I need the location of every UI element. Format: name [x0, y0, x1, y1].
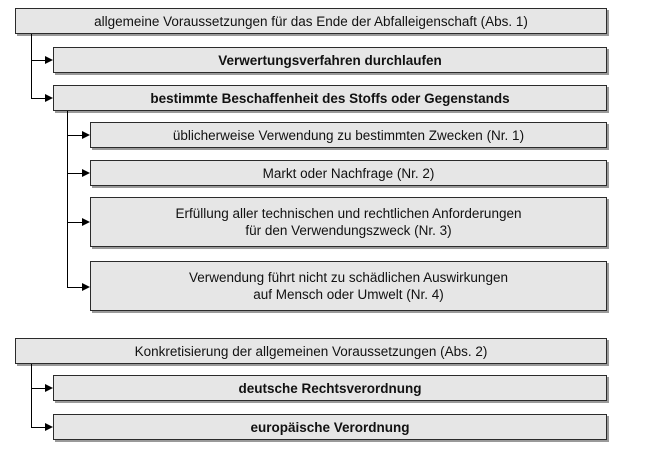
- subitem-connector-4: [67, 287, 82, 288]
- subitem-arrow-4: [82, 283, 90, 291]
- section2-item-label: europäische Verordnung: [250, 419, 410, 435]
- subitem-arrow-2: [82, 169, 90, 177]
- section2-header-text: Konkretisierung der allgemeinen Voraussetzungen (Abs. 2): [134, 343, 488, 359]
- section2-connector-branch-1: [31, 388, 45, 389]
- section1-item-label: Verwertungsverfahren durchlaufen: [218, 52, 442, 68]
- section2-arrow-2: [45, 423, 53, 431]
- section1-header-box: [15, 8, 607, 34]
- subitem-arrow-1: [82, 131, 90, 139]
- section2-item-rechtsverordnung: [53, 375, 607, 401]
- subitem-arrow-3: [82, 218, 90, 226]
- subitem-nr1-text: üblicherweise Verwendung zu bestimmten Zwecken (Nr. 1): [172, 127, 525, 143]
- section1-arrow-1: [45, 56, 53, 64]
- subitem-nr4-line2: auf Mensch oder Umwelt (Nr. 4): [253, 287, 444, 302]
- section2-arrow-1: [45, 384, 53, 392]
- section1-header-text: allgemeine Voraussetzungen für das Ende der Abfalleigenschaft (Abs. 1): [94, 13, 528, 29]
- subitem-nr1: [90, 122, 607, 148]
- section1-arrow-2: [45, 94, 53, 102]
- subitem-nr2-text: Markt oder Nachfrage (Nr. 2): [262, 165, 435, 181]
- section2-connector-branch-2: [31, 427, 45, 428]
- subitem-nr3: [90, 197, 607, 247]
- subitem-nr2: [90, 160, 607, 186]
- section1-item-label: bestimmte Beschaffenheit des Stoffs oder Gegenstands: [150, 90, 510, 106]
- subitem-connector-2: [67, 173, 82, 174]
- section2-item-europaeische-verordnung: [53, 414, 607, 440]
- section2-item-label: deutsche Rechtsverordnung: [238, 380, 422, 396]
- section2-connector-trunk: [31, 364, 32, 428]
- section1-connector-branch-1: [31, 60, 45, 61]
- section1-item-beschaffenheit: [53, 85, 607, 111]
- subitem-nr3-line2: für den Verwendungszweck (Nr. 3): [245, 223, 452, 238]
- subitem-connector-3: [67, 222, 82, 223]
- section2-header-box: [15, 338, 607, 364]
- subitem-nr4-line1: Verwendung führt nicht zu schädlichen Auswirkungen: [189, 270, 508, 285]
- subitems-connector-trunk: [67, 111, 68, 287]
- subitem-nr4: [90, 261, 607, 311]
- subitem-nr3-line1: Erfüllung aller technischen und rechtlichen Anforderungen: [175, 206, 522, 221]
- section1-connector-trunk: [31, 34, 32, 98]
- section1-item-verwertungsverfahren: [53, 47, 607, 73]
- section1-connector-branch-2: [31, 98, 45, 99]
- subitem-connector-1: [67, 135, 82, 136]
